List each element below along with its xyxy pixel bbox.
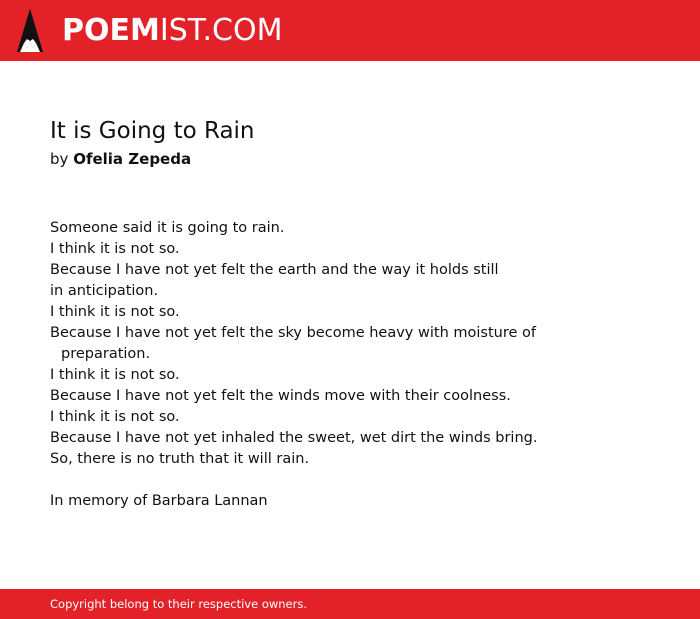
site-logo-link[interactable] — [17, 9, 282, 52]
by-label: by — [50, 150, 69, 168]
brand-light: IST.COM — [159, 13, 283, 48]
poem-dedication: In memory of Barbara Lannan — [50, 493, 268, 509]
copyright-notice: Copyright belong to their respective owners. — [50, 597, 308, 611]
poem-title: It is Going to Rain — [50, 118, 255, 144]
poem-line: in anticipation. — [50, 283, 159, 299]
poem-line: I think it is not so. — [50, 367, 180, 383]
brand-bold: POEM — [62, 13, 160, 48]
poem-line: So, there is no truth that it will rain. — [50, 451, 310, 467]
poem-line: I think it is not so. — [50, 304, 180, 320]
poem-body — [50, 218, 670, 470]
site-header — [0, 0, 700, 61]
poem-line: Because I have not yet felt the earth and the way it holds still — [50, 262, 499, 278]
site-logo-text — [62, 9, 282, 52]
site-footer — [0, 589, 700, 619]
poem-line: Because I have not yet felt the sky become heavy with moisture of — [50, 325, 536, 341]
pencil-tip-icon — [17, 9, 43, 52]
poem-line: Someone said it is going to rain. — [50, 220, 285, 236]
poem-line: preparation. — [61, 346, 151, 362]
author-name: Ofelia Zepeda — [73, 150, 192, 168]
poem-line: Because I have not yet inhaled the sweet, wet dirt the winds bring. — [50, 430, 538, 446]
poem-content — [50, 114, 670, 512]
poem-line: I think it is not so. — [50, 409, 180, 425]
byline — [50, 148, 670, 170]
poem-line: I think it is not so. — [50, 241, 180, 257]
poem-line: Because I have not yet felt the winds move with their coolness. — [50, 388, 511, 404]
